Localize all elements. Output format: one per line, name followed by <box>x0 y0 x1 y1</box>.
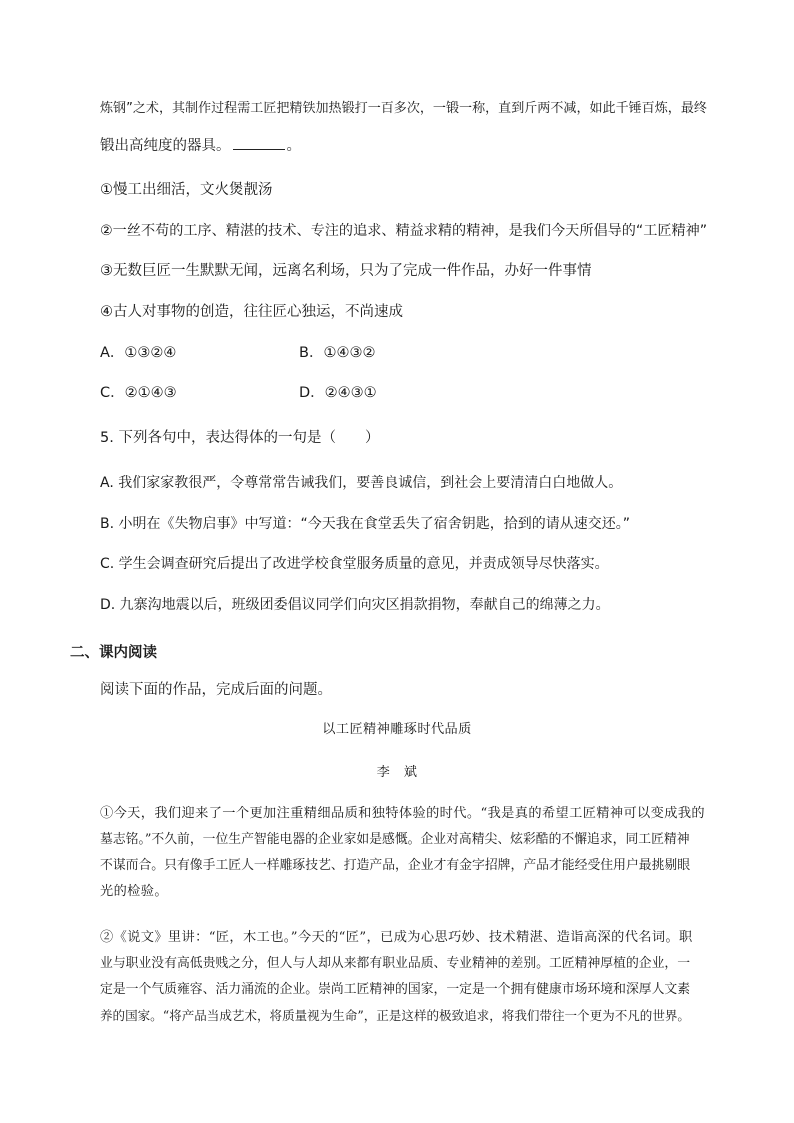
q4-option-d: D．②④③① <box>299 385 377 401</box>
paragraph-2-line-1: ②《说文》里讲：“匠，木工也。”今天的“匠”，已成为心思巧妙、技术精湛、造诣高深的代名词。职 <box>100 930 693 945</box>
paragraph-1-line-3: 不谋而合。只有像手工匠人一样雕琢技艺、打造产品，企业才有金字招牌，产品才能经受住用户最挑剔眼 <box>100 858 691 873</box>
q4-option-c: C．②①④③ <box>100 385 177 401</box>
sentence-3: ③无数巨匠一生默默无闻，远离名利场，只为了完成一件作品，办好一件事情 <box>100 263 592 279</box>
paragraph-1-line-1: ①今天，我们迎来了一个更加注重精细品质和独特体验的时代。“我是真的希望工匠精神可以变成我的 <box>100 806 705 821</box>
sentence-1: ①慢工出细活，文火煲靓汤 <box>100 182 273 198</box>
sentence-4: ④古人对事物的创造，往往匠心独运，不尚速成 <box>100 304 403 320</box>
passage-line-2-end: 。 <box>286 138 301 154</box>
sentence-2: ②一丝不苟的工序、精湛的技术、专注的追求、精益求精的精神，是我们今天所倡导的“工匠精神” <box>100 223 708 239</box>
q4-option-a: A．①③②④ <box>100 345 177 361</box>
reading-instruction: 阅读下面的作品，完成后面的问题。 <box>100 682 332 698</box>
passage-line-1: 炼钢”之术，其制作过程需工匠把精铁加热锻打一百多次，一锻一称，直到斤两不减，如此千锤百炼，最终 <box>100 101 707 116</box>
q5-option-b: B. 小明在《失物启事》中写道：“今天我在食堂丢失了宿舍钥匙，拾到的请从速交还。” <box>100 516 631 532</box>
q4-option-b: B．①④③② <box>299 345 376 361</box>
passage-line-2-text: 锻出高纯度的器具。 <box>100 138 231 154</box>
q5-option-a: A. 我们家家教很严，令尊常常告诫我们，要善良诚信，到社会上要清清白白地做人。 <box>100 475 623 491</box>
paragraph-1-line-4: 光的检验。 <box>100 884 168 899</box>
passage-line-2 <box>100 135 301 156</box>
paragraph-2-line-3: 定是一个气质雍容、活力涌流的企业。崇尚工匠精神的国家，一定是一个拥有健康市场环境和深厚人文素 <box>100 982 691 997</box>
q5-option-c: C. 学生会调查研究后提出了改进学校食堂服务质量的意见，并责成领导尽快落实。 <box>100 556 609 572</box>
q5-option-d: D. 九寨沟地震以后，班级团委倡议同学们向灾区捐款捐物，奉献自己的绵薄之力。 <box>100 597 610 613</box>
article-author: 李 斌 <box>376 765 418 780</box>
q5-stem: 5. 下列各句中，表达得体的一句是（ ） <box>100 430 380 446</box>
article-title: 以工匠精神雕琢时代品质 <box>322 722 472 737</box>
section-heading: 二、课内阅读 <box>70 645 157 661</box>
paragraph-2-line-2: 业与职业没有高低贵贱之分，但人与人却从来都有职业品质、专业精神的差别。工匠精神厚植的企业，一 <box>100 956 691 971</box>
paragraph-1-line-2: 墓志铭。”不久前，一位生产智能电器的企业家如是感慨。企业对高精尖、炫彩酷的不懈追求，同工匠精神 <box>100 832 690 847</box>
answer-blank <box>233 135 285 150</box>
paragraph-2-line-4: 养的国家。“将产品当成艺术，将质量视为生命”，正是这样的极致追求，将我们带往一个更为不凡的世界。 <box>100 1008 690 1023</box>
